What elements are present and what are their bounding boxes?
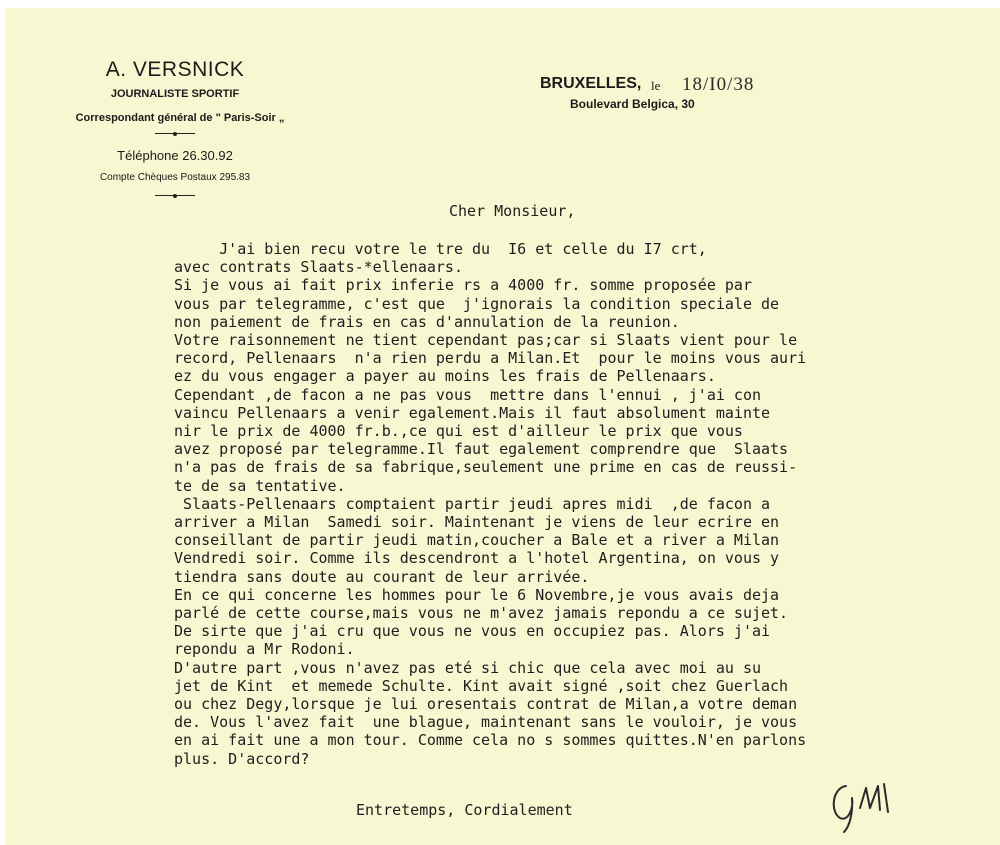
letter-line: n'a pas de frais de sa fabrique,seulement une prime en cas de reussi- <box>174 458 798 477</box>
letterhead-name: A. VERSNICK <box>105 58 245 81</box>
letter-line: vaincu Pellenaars a venir egalement.Mais il faut absolument mainte <box>174 403 771 422</box>
letter-line: vous par telegramme, c'est que j'ignorais la condition speciale de <box>174 294 780 313</box>
letter-salutation: Cher Monsieur, <box>449 202 576 220</box>
letter-line: Si je vous ai fait prix inferie rs a 4000 fr. somme proposée par <box>174 276 752 295</box>
letter-line: Cependant ,de facon a ne pas vous mettre dans l'ennui , j'ai con <box>174 385 761 404</box>
letterhead-correspondent: Correspondant général de " Paris-Soir „ <box>75 112 285 124</box>
letter-line: plus. D'accord? <box>174 749 310 768</box>
letter-line: arriver a Milan Samedi soir. Maintenant je viens de leur ecrire en <box>174 513 780 532</box>
handwritten-signature <box>826 778 906 834</box>
letter-line: en ai fait une a mon tour. Comme cela no s sommes quittes.N'en parlons <box>174 731 807 750</box>
letter-line: de. Vous l'avez fait une blague, maintenant sans le vouloir, je vous <box>174 713 798 732</box>
letter-line: te de sa tentative. <box>174 476 346 495</box>
letterhead-phone: Téléphone 26.30.92 <box>117 148 233 163</box>
letter-date-prefix: le <box>651 78 661 93</box>
letter-line: conseillant de partir jeudi matin,coucher a Bale et a river a Milan <box>174 531 780 550</box>
letter-line: ez du vous engager a payer au moins les frais de Pellenaars. <box>174 367 716 386</box>
letter-line: repondu a Mr Rodoni. <box>174 640 355 659</box>
letter-line: avez proposé par telegramme.Il faut egalement comprendre que Slaats <box>174 440 789 459</box>
letterhead-role: JOURNALISTE SPORTIF <box>110 88 240 100</box>
letter-line: D'autre part ,vous n'avez pas eté si chic que cela avec moi au su <box>174 658 761 677</box>
letter-line: parlé de cette course,mais vous ne m'avez jamais repondu a ce sujet. <box>174 604 789 623</box>
letter-line: record, Pellenaars n'a rien perdu a Milan.Et pour le moins vous auri <box>174 349 807 368</box>
letter-body <box>174 240 806 768</box>
letter-date: 18/I0/38 <box>682 74 755 95</box>
letter-line: non paiement de frais en cas d'annulation de la reunion. <box>174 312 680 331</box>
letterhead-divider <box>155 133 195 134</box>
letter-line: Slaats-Pellenaars comptaient partir jeudi apres midi ,de facon a <box>174 494 771 513</box>
letter-address: Boulevard Belgica, 30 <box>570 97 695 111</box>
letterhead-cheques: Compte Chèques Postaux 295.83 <box>99 172 251 183</box>
letter-line: J'ai bien recu votre le tre du I6 et celle du I7 crt, <box>174 240 707 258</box>
letter-city: BRUXELLES, <box>540 75 642 92</box>
letter-line: En ce qui concerne les hommes pour le 6 Novembre,je vous avais deja <box>174 585 780 604</box>
letter-line: De sirte que j'ai cru que vous ne vous en occupiez pas. Alors j'ai <box>174 622 771 641</box>
letter-line: Vendredi soir. Comme ils descendront a l'hotel Argentina, on vous y <box>174 549 780 568</box>
letter-line: ou chez Degy,lorsque je lui oresentais contrat de Milan,a votre deman <box>174 695 798 714</box>
letter-closing: Entretemps, Cordialement <box>356 801 573 819</box>
letter-line: tiendra sans doute au courant de leur arrivée. <box>174 567 590 586</box>
letter-line: jet de Kint et memede Schulte. Kint avait signé ,soit chez Guerlach <box>174 676 789 695</box>
letter-line: Votre raisonnement ne tient cependant pas;car si Slaats vient pour le <box>174 331 798 350</box>
letter-line: nir le prix de 4000 fr.b.,ce qui est d'ailleur le prix que vous <box>174 422 743 441</box>
letter-line: avec contrats Slaats-*ellenaars. <box>174 258 463 277</box>
letterhead-divider <box>155 195 195 196</box>
